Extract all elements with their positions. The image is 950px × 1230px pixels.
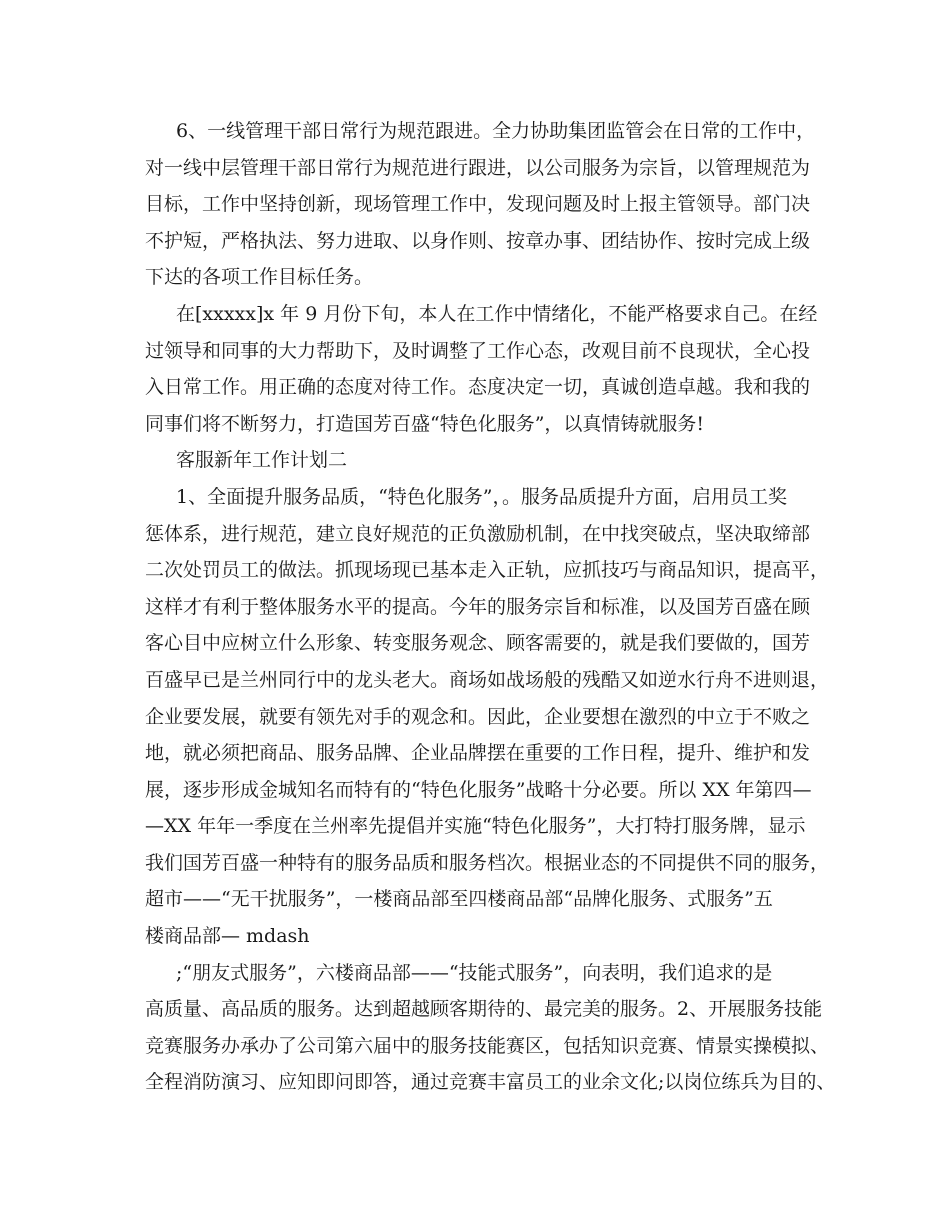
text-line: 入日常工作。用正确的态度对待工作。态度决定一切，真诚创造卓越。我和我的 (145, 376, 811, 399)
text-line: 不护短，严格执法、努力进取、以身作则、按章办事、团结协作、按时完成上级 (145, 229, 811, 252)
text-line: 竞赛服务办承办了公司第六届中的服务技能赛区，包括知识竞赛、情景实操模拟、 (145, 1034, 830, 1057)
text-line: 超市——“无干扰服务”，一楼商品部至四楼商品部“品牌化服务、式服务”五 (145, 888, 773, 911)
text-line: 同事们将不断努力，打造国芳百盛“特色化服务”，以真情铸就服务! (145, 412, 705, 435)
text-line: 客心目中应树立什么形象、转变服务观念、顾客需要的，就是我们要做的，国芳 (145, 632, 811, 655)
text-line: 过领导和同事的大力帮助下，及时调整了工作心态，改观目前不良现状，全心投 (145, 339, 811, 362)
text-line: 企业要发展，就要有领先对手的观念和。因此，企业要想在激烈的中立于不败之 (145, 705, 811, 728)
text-line: 这样才有利于整体服务水平的提高。今年的服务宗旨和标准，以及国芳百盛在顾 (145, 595, 811, 618)
text-line: 百盛早已是兰州同行中的龙头老大。商场如战场般的残酷又如逆水行舟不进则退， (145, 668, 830, 691)
section-heading: 客服新年工作计划二 (176, 449, 348, 472)
document-body (145, 113, 836, 1101)
text-line: 楼商品部— mdash (145, 925, 310, 948)
text-line: 6、一线管理干部日常行为规范跟进。全力协助集团监管会在日常的工作中， (176, 120, 816, 142)
text-line: 全程消防演习、应知即问即答，通过竞赛丰富员工的业余文化;以岗位练兵为目的、 (145, 1071, 836, 1094)
text-line: 下达的各项工作目标任务。 (145, 266, 374, 289)
text-line: 对一线中层管理干部日常行为规范进行跟进，以公司服务为宗旨，以管理规范为 (145, 156, 811, 179)
text-line: 展，逐步形成金城知名而特有的“特色化服务”战略十分必要。所以 XX 年第四— (145, 778, 812, 801)
text-line: —XX 年年一季度在兰州率先提倡并实施“特色化服务”，大打特打服务牌，显示 (145, 815, 806, 838)
text-line: 我们国芳百盛一种特有的服务品质和服务档次。根据业态的不同提供不同的服务， (145, 851, 830, 874)
text-line: ;“朋友式服务”，六楼商品部——“技能式服务”，向表明，我们追求的是 (176, 961, 773, 984)
text-line: 在[xxxxx]x 年 9 月份下旬，本人在工作中情绪化，不能严格要求自己。在经 (176, 302, 818, 325)
text-line: 二次处罚员工的做法。抓现场现已基本走入正轨，应抓技巧与商品知识，提高平， (145, 559, 830, 582)
text-line: 惩体系，进行规范，建立良好规范的正负激励机制，在中找突破点，坚决取缔部 (145, 522, 811, 545)
text-line: 地，就必须把商品、服务品牌、企业品牌摆在重要的工作日程，提升、维护和发 (145, 742, 811, 765)
text-line: 高质量、高品质的服务。达到超越顾客期待的、最完美的服务。2、开展服务技能 (145, 998, 823, 1021)
text-line: 目标，工作中坚持创新，现场管理工作中，发现问题及时上报主管领导。部门决 (145, 193, 811, 216)
text-line: 1、全面提升服务品质，“特色化服务”，。服务品质提升方面，启用员工奖 (176, 485, 788, 508)
